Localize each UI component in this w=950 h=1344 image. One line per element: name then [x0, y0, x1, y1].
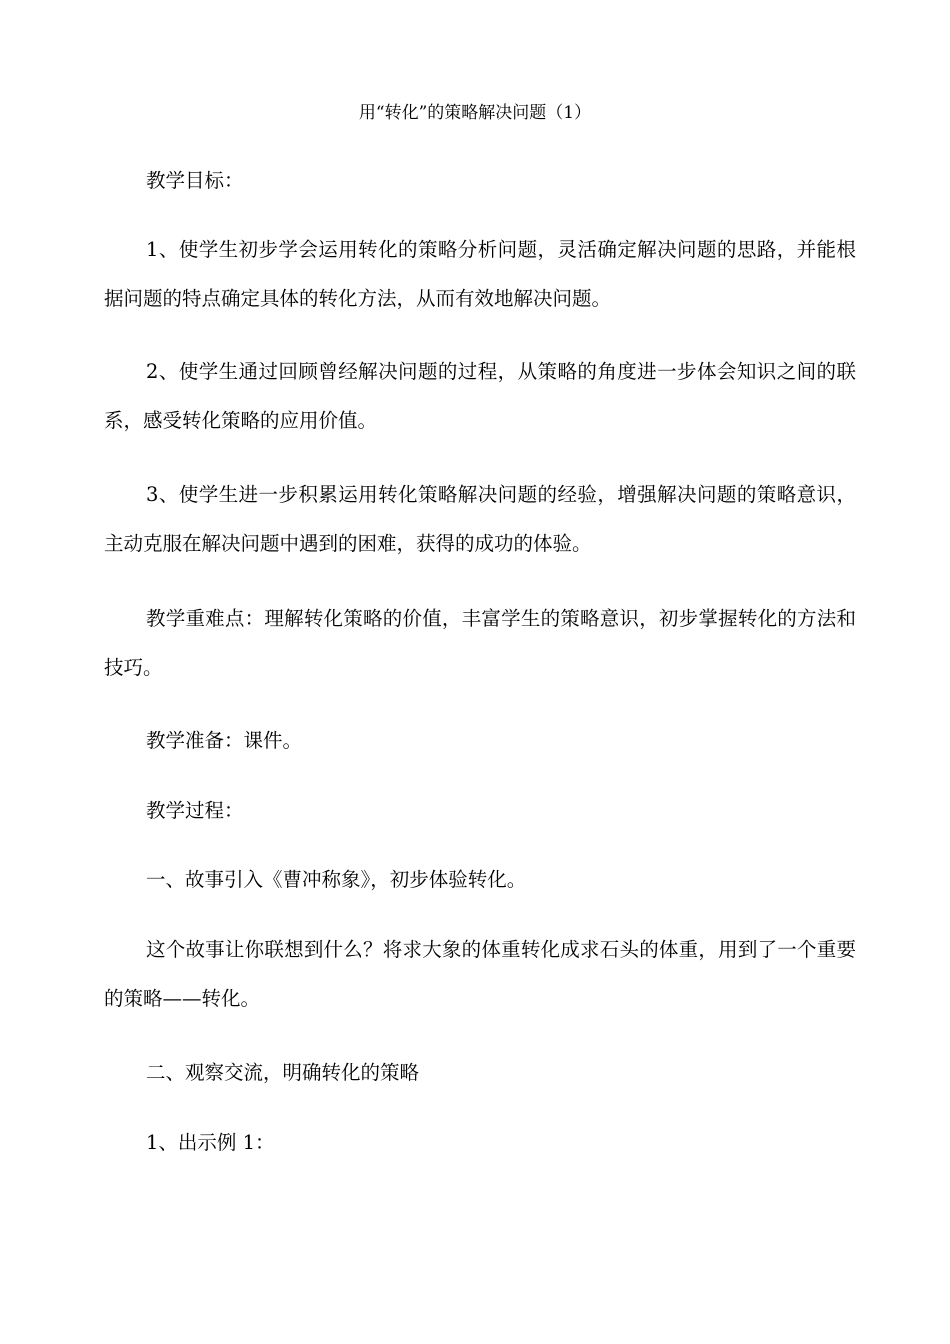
teaching-goals-label: 教学目标：: [146, 169, 244, 192]
teaching-process-label: 教学过程：: [146, 799, 244, 822]
section-1-heading: 一、故事引入《曹冲称象》，初步体验转化。: [146, 868, 527, 891]
teaching-goal-2: 2、使学生通过回顾曾经解决问题的过程，从策略的角度进一步体会知识之间的联系，感受转化策略的应用价值。: [104, 360, 856, 432]
example-1-label: 1、出示例 1：: [146, 1131, 275, 1154]
teaching-goal-3: 3、使学生进一步积累运用转化策略解决问题的经验，增强解决问题的策略意识，主动克服在解决问题中遇到的困难，获得的成功的体验。: [104, 483, 856, 555]
document-title: 用“转化”的策略解决问题（1）: [358, 103, 592, 123]
key-points-paragraph: 教学重难点：理解转化策略的价值，丰富学生的策略意识，初步掌握转化的方法和技巧。: [104, 607, 856, 679]
teaching-goal-1: 1、使学生初步学会运用转化的策略分析问题，灵活确定解决问题的思路，并能根据问题的特点确定具体的转化方法，从而有效地解决问题。: [104, 238, 856, 310]
preparation-paragraph: 教学准备：课件。: [146, 729, 303, 752]
story-question-paragraph: 这个故事让你联想到什么？将求大象的体重转化成求石头的体重，用到了一个重要的策略——转化。: [104, 938, 856, 1010]
section-2-heading: 二、观察交流，明确转化的策略: [146, 1061, 420, 1084]
